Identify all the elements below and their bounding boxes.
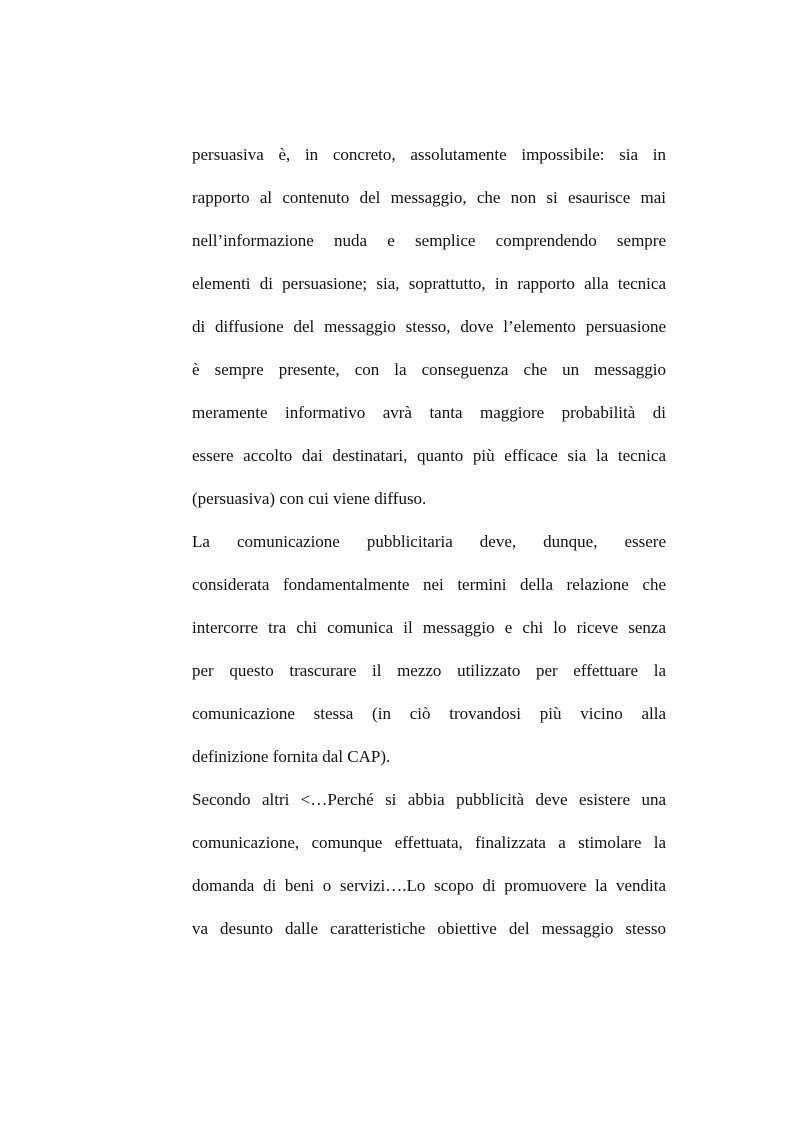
text-line: persuasiva è, in concreto, assolutamente impossibile: sia in xyxy=(192,145,666,164)
text-line: elementi di persuasione; sia, soprattutto, in rapporto alla tecnica xyxy=(192,274,666,293)
text-line: per questo trascurare il mezzo utilizzato per effettuare la xyxy=(192,661,666,680)
text-line: comunicazione stessa (in ciò trovandosi più vicino alla xyxy=(192,704,666,723)
text-line: va desunto dalle caratteristiche obiettive del messaggio stesso xyxy=(192,919,666,938)
text-line: (persuasiva) con cui viene diffuso. xyxy=(192,489,427,508)
text-line: rapporto al contenuto del messaggio, che non si esaurisce mai xyxy=(192,188,666,207)
text-line: essere accolto dai destinatari, quanto più efficace sia la tecnica xyxy=(192,446,666,465)
text-line: di diffusione del messaggio stesso, dove l’elemento persuasione xyxy=(192,317,666,336)
text-line: è sempre presente, con la conseguenza che un messaggio xyxy=(192,360,666,379)
text-line: nell’informazione nuda e semplice comprendendo sempre xyxy=(192,231,666,250)
text-line: definizione fornita dal CAP). xyxy=(192,747,391,766)
body-text xyxy=(192,137,666,954)
text-line: intercorre tra chi comunica il messaggio e chi lo riceve senza xyxy=(192,618,666,637)
text-line: Secondo altri <…Perché si abbia pubblicità deve esistere una xyxy=(192,790,666,809)
text-line: considerata fondamentalmente nei termini della relazione che xyxy=(192,575,666,594)
text-line: meramente informativo avrà tanta maggiore probabilità di xyxy=(192,403,666,422)
text-line: comunicazione, comunque effettuata, finalizzata a stimolare la xyxy=(192,833,666,852)
text-line: La comunicazione pubblicitaria deve, dunque, essere xyxy=(192,532,666,551)
text-line: domanda di beni o servizi….Lo scopo di promuovere la vendita xyxy=(192,876,666,895)
